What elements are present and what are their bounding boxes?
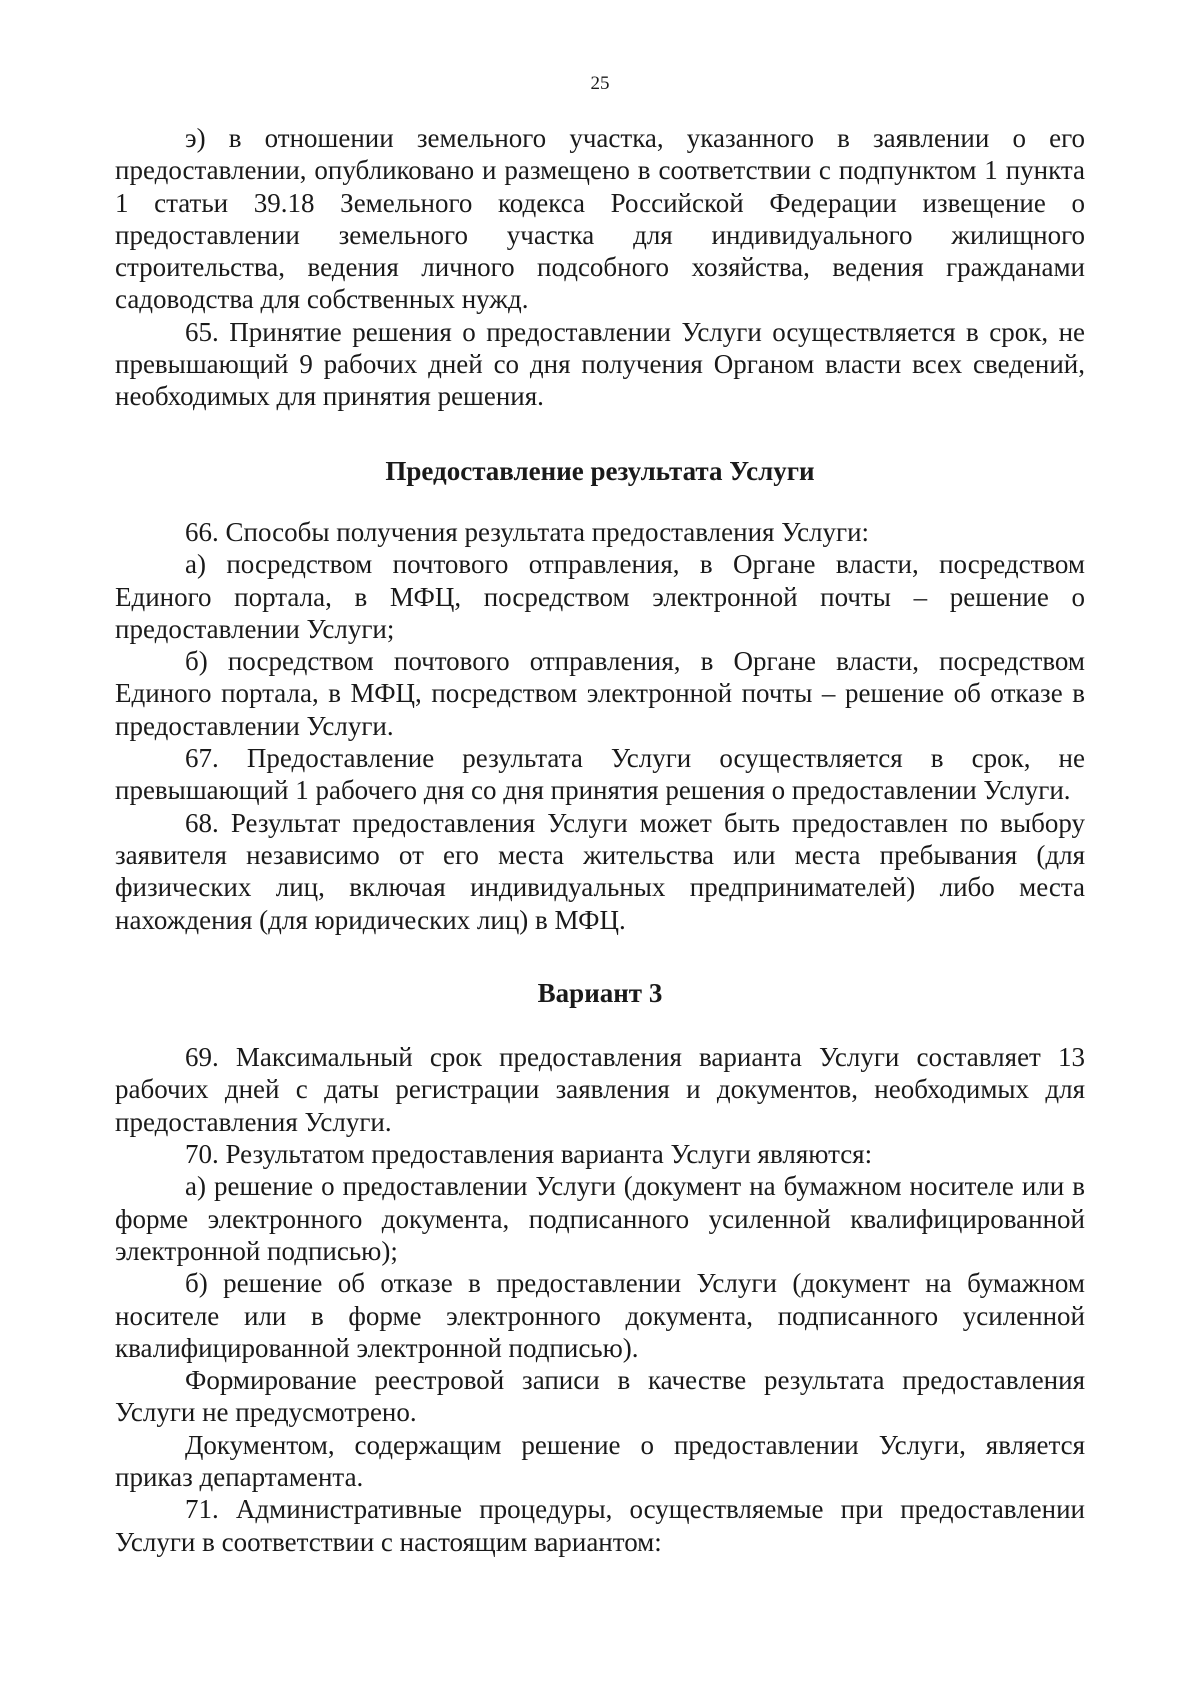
- paragraph-66-b: б) посредством почтового отправления, в Органе власти, посредством Единого портала, в МФЦ, посредством электронной почты – решение об отказе в предоставлении Услуги.: [115, 646, 1085, 741]
- paragraph-67: 67. Предоставление результата Услуги осуществляется в срок, не превышающий 1 рабочего дня со дня принятия решения о предоставлении Услуги.: [115, 743, 1085, 806]
- section-heading-variant-3: Вариант 3: [537, 977, 663, 1008]
- paragraph-70-a: а) решение о предоставлении Услуги (документ на бумажном носителе или в форме электронного документа, подписанного усиленной квалифицированной электронной подписью);: [115, 1171, 1085, 1266]
- paragraph-66: 66. Способы получения результата предоставления Услуги:: [185, 516, 870, 547]
- paragraph-70-b: б) решение об отказе в предоставлении Услуги (документ на бумажном носителе или в форме электронного документа, подписанного усиленной квалифицированной электронной подписью).: [115, 1268, 1085, 1363]
- paragraph-e-notice: э) в отношении земельного участка, указанного в заявлении о его предоставлении, опубликовано и размещено в соответствии с подпунктом 1 пункта 1 статьи 39.18 Земельного кодекса Российской Федерации извещение о предоставлении земельного участка для индивидуального жилищного строительства, ведения личного подсобного хозяйства, ведения гражданами садоводства для собственных нужд.: [115, 123, 1085, 315]
- paragraph-70: 70. Результатом предоставления варианта Услуги являются:: [185, 1139, 873, 1170]
- page-number: 25: [590, 73, 610, 94]
- section-heading-result: Предоставление результата Услуги: [385, 455, 815, 486]
- document-body: [115, 122, 1085, 1558]
- paragraph-69: 69. Максимальный срок предоставления варианта Услуги составляет 13 рабочих дней с даты регистрации заявления и документов, необходимых для предоставления Услуги.: [115, 1042, 1085, 1137]
- paragraph-71: 71. Административные процедуры, осуществляемые при предоставлении Услуги в соответствии с настоящим вариантом:: [115, 1494, 1085, 1557]
- paragraph-registry-record: Формирование реестровой записи в качестве результата предоставления Услуги не предусмотрено.: [115, 1365, 1085, 1428]
- paragraph-66-a: а) посредством почтового отправления, в Органе власти, посредством Единого портала, в МФЦ, посредством электронной почты – решение о предоставлении Услуги;: [115, 549, 1085, 644]
- paragraph-65: 65. Принятие решения о предоставлении Услуги осуществляется в срок, не превышающий 9 рабочих дней со дня получения Органом власти всех сведений, необходимых для принятия решения.: [115, 316, 1085, 412]
- paragraph-decision-document: Документом, содержащим решение о предоставлении Услуги, является приказ департамента.: [115, 1429, 1085, 1492]
- paragraph-68: 68. Результат предоставления Услуги может быть предоставлен по выбору заявителя независимо от его места жительства или места пребывания (для физических лиц, включая индивидуальных предпринимателей) либо места нахождения (для юридических лиц) в МФЦ.: [115, 807, 1085, 935]
